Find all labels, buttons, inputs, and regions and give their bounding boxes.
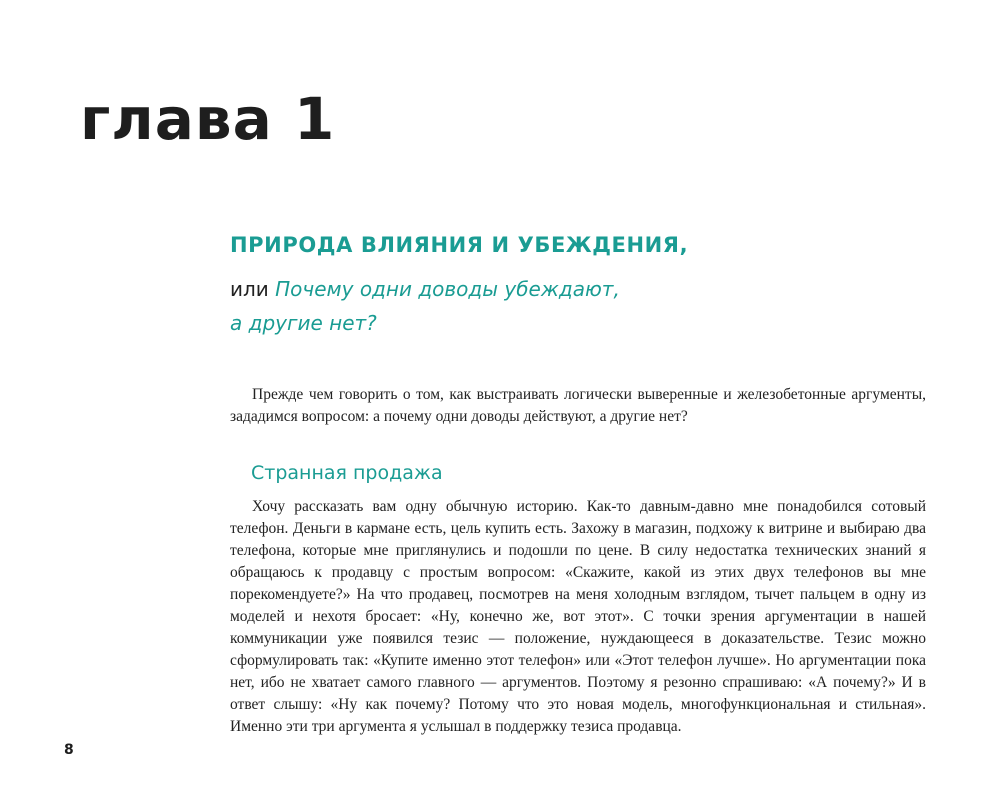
subtitle-line-1 <box>230 272 830 306</box>
subtitle-line-2: а другие нет? <box>230 311 377 335</box>
intro-paragraph: Прежде чем говорить о том, как выстраивать логически выверенные и железобетонные аргументы, зададимся вопросом: а почему одни доводы действуют, а другие нет? <box>230 386 926 425</box>
body-paragraph: Хочу рассказать вам одну обычную историю. Как-то давным-давно мне понадобился сотовый телефон. Деньги в кармане есть, цель купить есть. Захожу в магазин, подхожу к витрине и выбираю два телефона, которые мне приглянулись и подошли по цене. В силу недостатка технических знаний я обращаюсь к продавцу с простым вопросом: «Скажите, какой из этих двух телефонов вы мне порекомендуете?» На что продавец, посмотрев на меня холодным взглядом, тычет пальцем в одну из моделей и нехотя бросает: «Ну, конечно же, вот этот». С точки зрения аргументации в нашей коммуникации уже появился тезис — положение, нуждающееся в доказательстве. Тезис можно сформулировать так: «Купите именно этот телефон» или «Этот телефон лучше». Но аргументации пока нет, ибо не хватает самого главного — аргументов. Поэтому я резонно спрашиваю: «А почему?» И в ответ слышу: «Ну как почему? Потому что это новая модель, многофункциональная и стильная». Именно эти три аргумента я услышал в поддержку тезиса продавца. <box>230 498 926 735</box>
chapter-subtitle <box>230 272 830 340</box>
page-number: 8 <box>64 742 74 758</box>
section-heading: Странная продажа <box>251 462 443 484</box>
subtitle-italic-part-1: Почему одни доводы убеждают, <box>275 277 620 301</box>
chapter-title: ПРИРОДА ВЛИЯНИЯ И УБЕЖДЕНИЯ, <box>230 233 689 257</box>
subtitle-prefix: или <box>230 277 276 301</box>
chapter-heading: глава 1 <box>80 85 336 153</box>
